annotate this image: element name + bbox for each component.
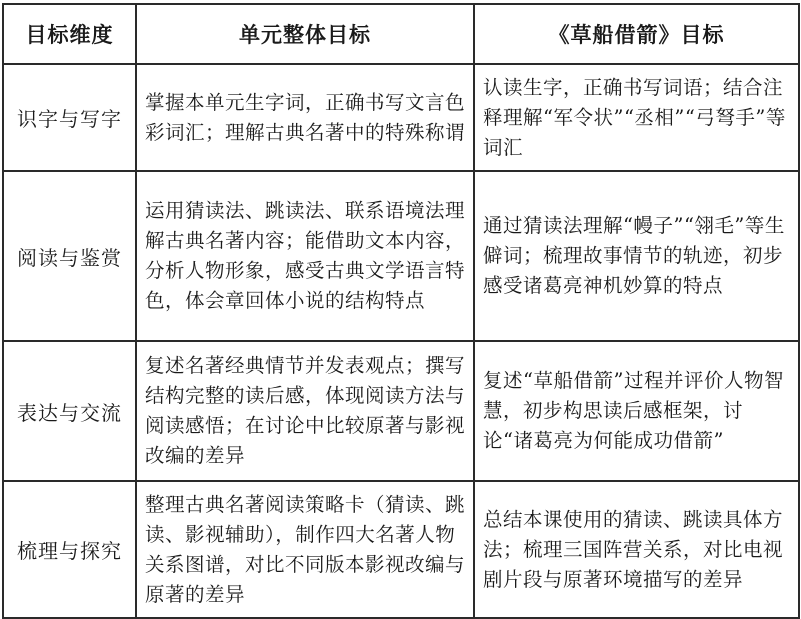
lesson-goal-cell: 复述“草船借箭”过程并评价人物智慧，初步构思读后感框架，讨论“诸葛亮为何能成功借箭” [474, 341, 799, 481]
table-row [3, 171, 799, 341]
table-header-row [3, 4, 799, 64]
unit-goal-cell: 运用猜读法、跳读法、联系语境法理解古典名著内容；能借助文本内容，分析人物形象，感受古典文学语言特色，体会章回体小说的结构特点 [136, 171, 474, 341]
dimension-cell: 表达与交流 [3, 341, 136, 481]
unit-goal-cell: 复述名著经典情节并发表观点；撰写结构完整的读后感，体现阅读方法与阅读感悟；在讨论中比较原著与影视改编的差异 [136, 341, 474, 481]
goals-table [2, 3, 800, 619]
table-row [3, 481, 799, 618]
table-row [3, 64, 799, 171]
lesson-goal-cell: 通过猜读法理解“幔子”“翎毛”等生僻词；梳理故事情节的轨迹，初步感受诸葛亮神机妙算的特点 [474, 171, 799, 341]
unit-goal-cell: 掌握本单元生字词，正确书写文言色彩词汇；理解古典名著中的特殊称谓 [136, 64, 474, 171]
dimension-cell: 梳理与探究 [3, 481, 136, 618]
table-row [3, 341, 799, 481]
header-dimension: 目标维度 [3, 4, 136, 64]
goals-table-container [2, 3, 798, 615]
lesson-goal-cell: 总结本课使用的猜读、跳读具体方法；梳理三国阵营关系，对比电视剧片段与原著环境描写的差异 [474, 481, 799, 618]
lesson-goal-cell: 认读生字，正确书写词语；结合注释理解“军令状”“丞相”“弓弩手”等词汇 [474, 64, 799, 171]
dimension-cell: 阅读与鉴赏 [3, 171, 136, 341]
header-unit-goal: 单元整体目标 [136, 4, 474, 64]
header-lesson-goal: 《草船借箭》目标 [474, 4, 799, 64]
dimension-cell: 识字与写字 [3, 64, 136, 171]
unit-goal-cell: 整理古典名著阅读策略卡（猜读、跳读、影视辅助），制作四大名著人物关系图谱，对比不同版本影视改编与原著的差异 [136, 481, 474, 618]
